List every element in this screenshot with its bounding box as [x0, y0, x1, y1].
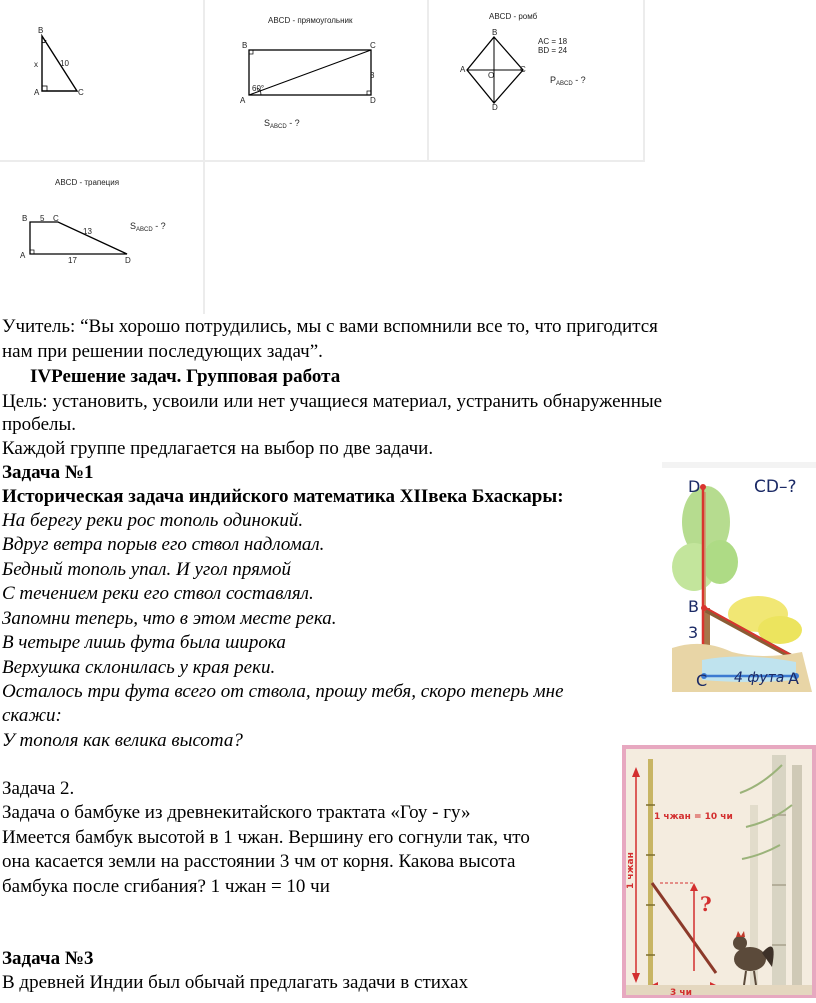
poem-line: Вдруг ветра порыв его ствол надломал. [2, 534, 325, 555]
bottom-base-label: 17 [68, 256, 77, 265]
side-label: 3 [370, 71, 375, 80]
angle-label: 60° [252, 84, 265, 93]
one-zhang-equals-label: 1 чжан = 10 чи [654, 812, 733, 822]
vertex-c-label: C [520, 65, 526, 74]
task2-line-1: Имеется бамбук высотой в 1 чжан. Вершину его согнули так, что [2, 827, 530, 848]
task3-line-1: В древней Индии был обычай предлагать задачи в стихах [2, 972, 469, 993]
vertex-c-label: C [78, 88, 84, 97]
task2-subtitle: Задача о бамбуке из древнекитайского трактата «Гоу - гу» [2, 802, 471, 823]
perimeter-question: $P_{ABCD}$ - ? [550, 75, 586, 87]
poem-line: скажи: [2, 705, 62, 726]
triangle-figure [0, 0, 200, 160]
diagonal-ac-label: AC = 18 [538, 37, 568, 46]
four-feet-label: 4 фута [734, 670, 785, 686]
task3-title: Задача №3 [2, 948, 94, 969]
vertex-a-label: A [34, 88, 40, 97]
vertex-d-label: D [370, 96, 376, 105]
trapezoid-figure [0, 163, 202, 313]
leg-x-label: x [34, 60, 38, 69]
point-b-label: B [688, 597, 699, 616]
task2-title: Задача 2. [2, 778, 75, 799]
vertex-d-label: D [125, 256, 131, 265]
point-a-label: A [788, 669, 799, 688]
goal-line-1: Цель: установить, усвоили или нет учащиеся материал, устранить обнаруженные [2, 391, 663, 412]
panel-divider [427, 0, 429, 160]
bamboo-illustration [622, 745, 816, 998]
panel-divider [643, 0, 645, 162]
area-question: $S_{ABCD}$ - ? [130, 221, 166, 233]
offer-line: Каждой группе предлагается на выбор по две задачи. [2, 438, 434, 459]
panel-divider [203, 162, 205, 314]
poem-line: С течением реки его ствол составлял. [2, 583, 314, 604]
rhombus-figure [430, 0, 642, 160]
task2-line-2: она касается земли на расстоянии 3 чм от корня. Какова высота [2, 851, 516, 872]
poem-line: Осталось три фута всего от ствола, прошу тебя, скоро теперь мне [2, 681, 564, 702]
point-d-label: D [688, 477, 701, 496]
point-c-label: C [696, 671, 708, 690]
vertex-b-label: B [492, 28, 498, 37]
panel-divider [203, 0, 205, 160]
vertex-a-label: A [460, 65, 466, 74]
poem-line: Запомни теперь, что в этом месте река. [2, 608, 337, 629]
vertex-c-label: C [370, 41, 376, 50]
vertex-a-label: A [20, 251, 26, 260]
poem-line: Бедный тополь упал. И угол прямой [2, 559, 292, 580]
vertex-b-label: B [22, 214, 28, 223]
teacher-line-2: нам при решении последующих задач”. [2, 341, 323, 362]
task1-title: Задача №1 [2, 462, 94, 483]
rectangle-title: ABCD - прямоугольник [268, 16, 353, 25]
poplar-illustration [662, 462, 816, 712]
section-heading: IVРешение задач. Групповая работа [30, 366, 341, 387]
trapezoid-title: ABCD - трапеция [55, 178, 120, 187]
poem-line: В четыре лишь фута была широка [2, 632, 286, 653]
diagonal-bd-label: BD = 24 [538, 46, 568, 55]
vertex-d-label: D [492, 103, 498, 112]
center-o-label: O [488, 71, 495, 80]
poem-line: Верхушка склонилась у края реки. [2, 657, 276, 678]
area-question: $S_{ABCD}$ - ? [264, 118, 300, 130]
cd-question-label: CD–? [754, 477, 797, 497]
task1-subtitle: Историческая задача индийского математика XIIвека Бхаскары: [2, 486, 564, 507]
task2-line-3: бамбука после сгибания? 1 чжан = 10 чи [2, 876, 330, 897]
teacher-line-1: Учитель: “Вы хорошо потрудились, мы с вами вспомнили все то, что пригодится [2, 316, 658, 337]
vertex-b-label: B [38, 26, 44, 35]
hypotenuse-label: 10 [60, 59, 69, 68]
rectangle-figure [206, 0, 426, 160]
vertex-a-label: A [240, 96, 246, 105]
top-base-label: 5 [40, 214, 45, 223]
goal-line-2: пробелы. [2, 414, 77, 435]
panel-divider [0, 160, 645, 162]
one-zhang-side-label: 1 чжан [626, 852, 636, 889]
poem-line: На берегу реки рос тополь одинокий. [2, 510, 304, 531]
side-label: 13 [83, 227, 92, 236]
three-chi-label: 3 чи [670, 988, 692, 998]
poem-line: У тополя как велика высота? [2, 730, 243, 751]
vertex-b-label: B [242, 41, 248, 50]
vertex-c-label: C [53, 214, 59, 223]
rhombus-title: ABCD - ромб [489, 12, 538, 21]
segment-3-label: 3 [688, 623, 699, 642]
height-question-label: ? [700, 892, 712, 916]
